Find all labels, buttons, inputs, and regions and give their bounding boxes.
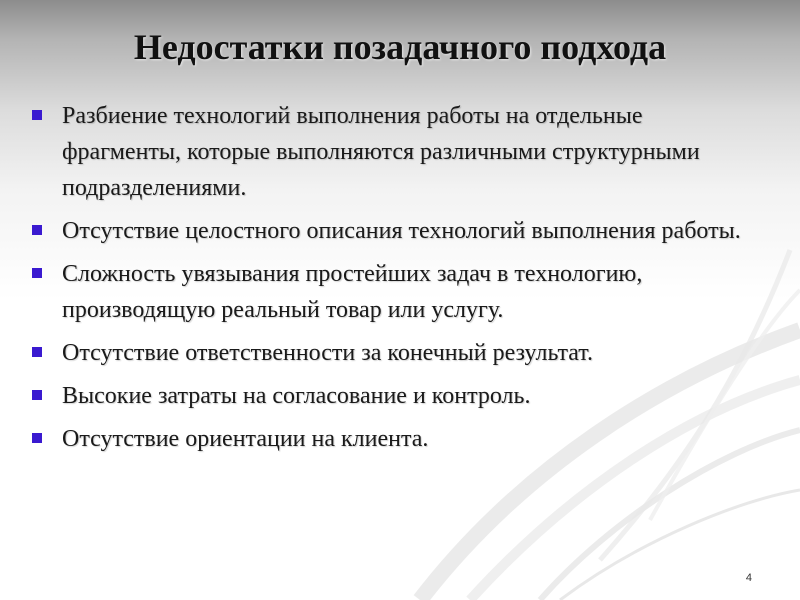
bullet-item <box>30 421 750 457</box>
bullet-text: Разбиение технологий выполнения работы на отдельные фрагменты, которые выполняются различными структурными подразделениями. <box>62 103 700 201</box>
square-bullet-icon <box>32 268 42 278</box>
bullet-text: Отсутствие ориентации на клиента. <box>62 426 429 452</box>
bullet-text: Сложность увязывания простейших задач в технологию, производящую реальный товар или услугу. <box>62 261 643 323</box>
bullet-text: Отсутствие ответственности за конечный результат. <box>62 340 593 366</box>
page-number: 4 <box>745 572 752 584</box>
square-bullet-icon <box>32 110 42 120</box>
bullet-list <box>30 98 750 464</box>
square-bullet-icon <box>32 433 42 443</box>
bullet-item <box>30 256 750 328</box>
bullet-item <box>30 378 750 414</box>
square-bullet-icon <box>32 347 42 357</box>
bullet-text: Высокие затраты на согласование и контроль. <box>62 383 531 409</box>
bullet-text: Отсутствие целостного описания технологий выполнения работы. <box>62 218 741 244</box>
bullet-item <box>30 335 750 371</box>
bullet-item <box>30 98 750 206</box>
bullet-item <box>30 213 750 249</box>
slide-title: Недостатки позадачного подхода <box>133 27 667 67</box>
square-bullet-icon <box>32 390 42 400</box>
square-bullet-icon <box>32 225 42 235</box>
